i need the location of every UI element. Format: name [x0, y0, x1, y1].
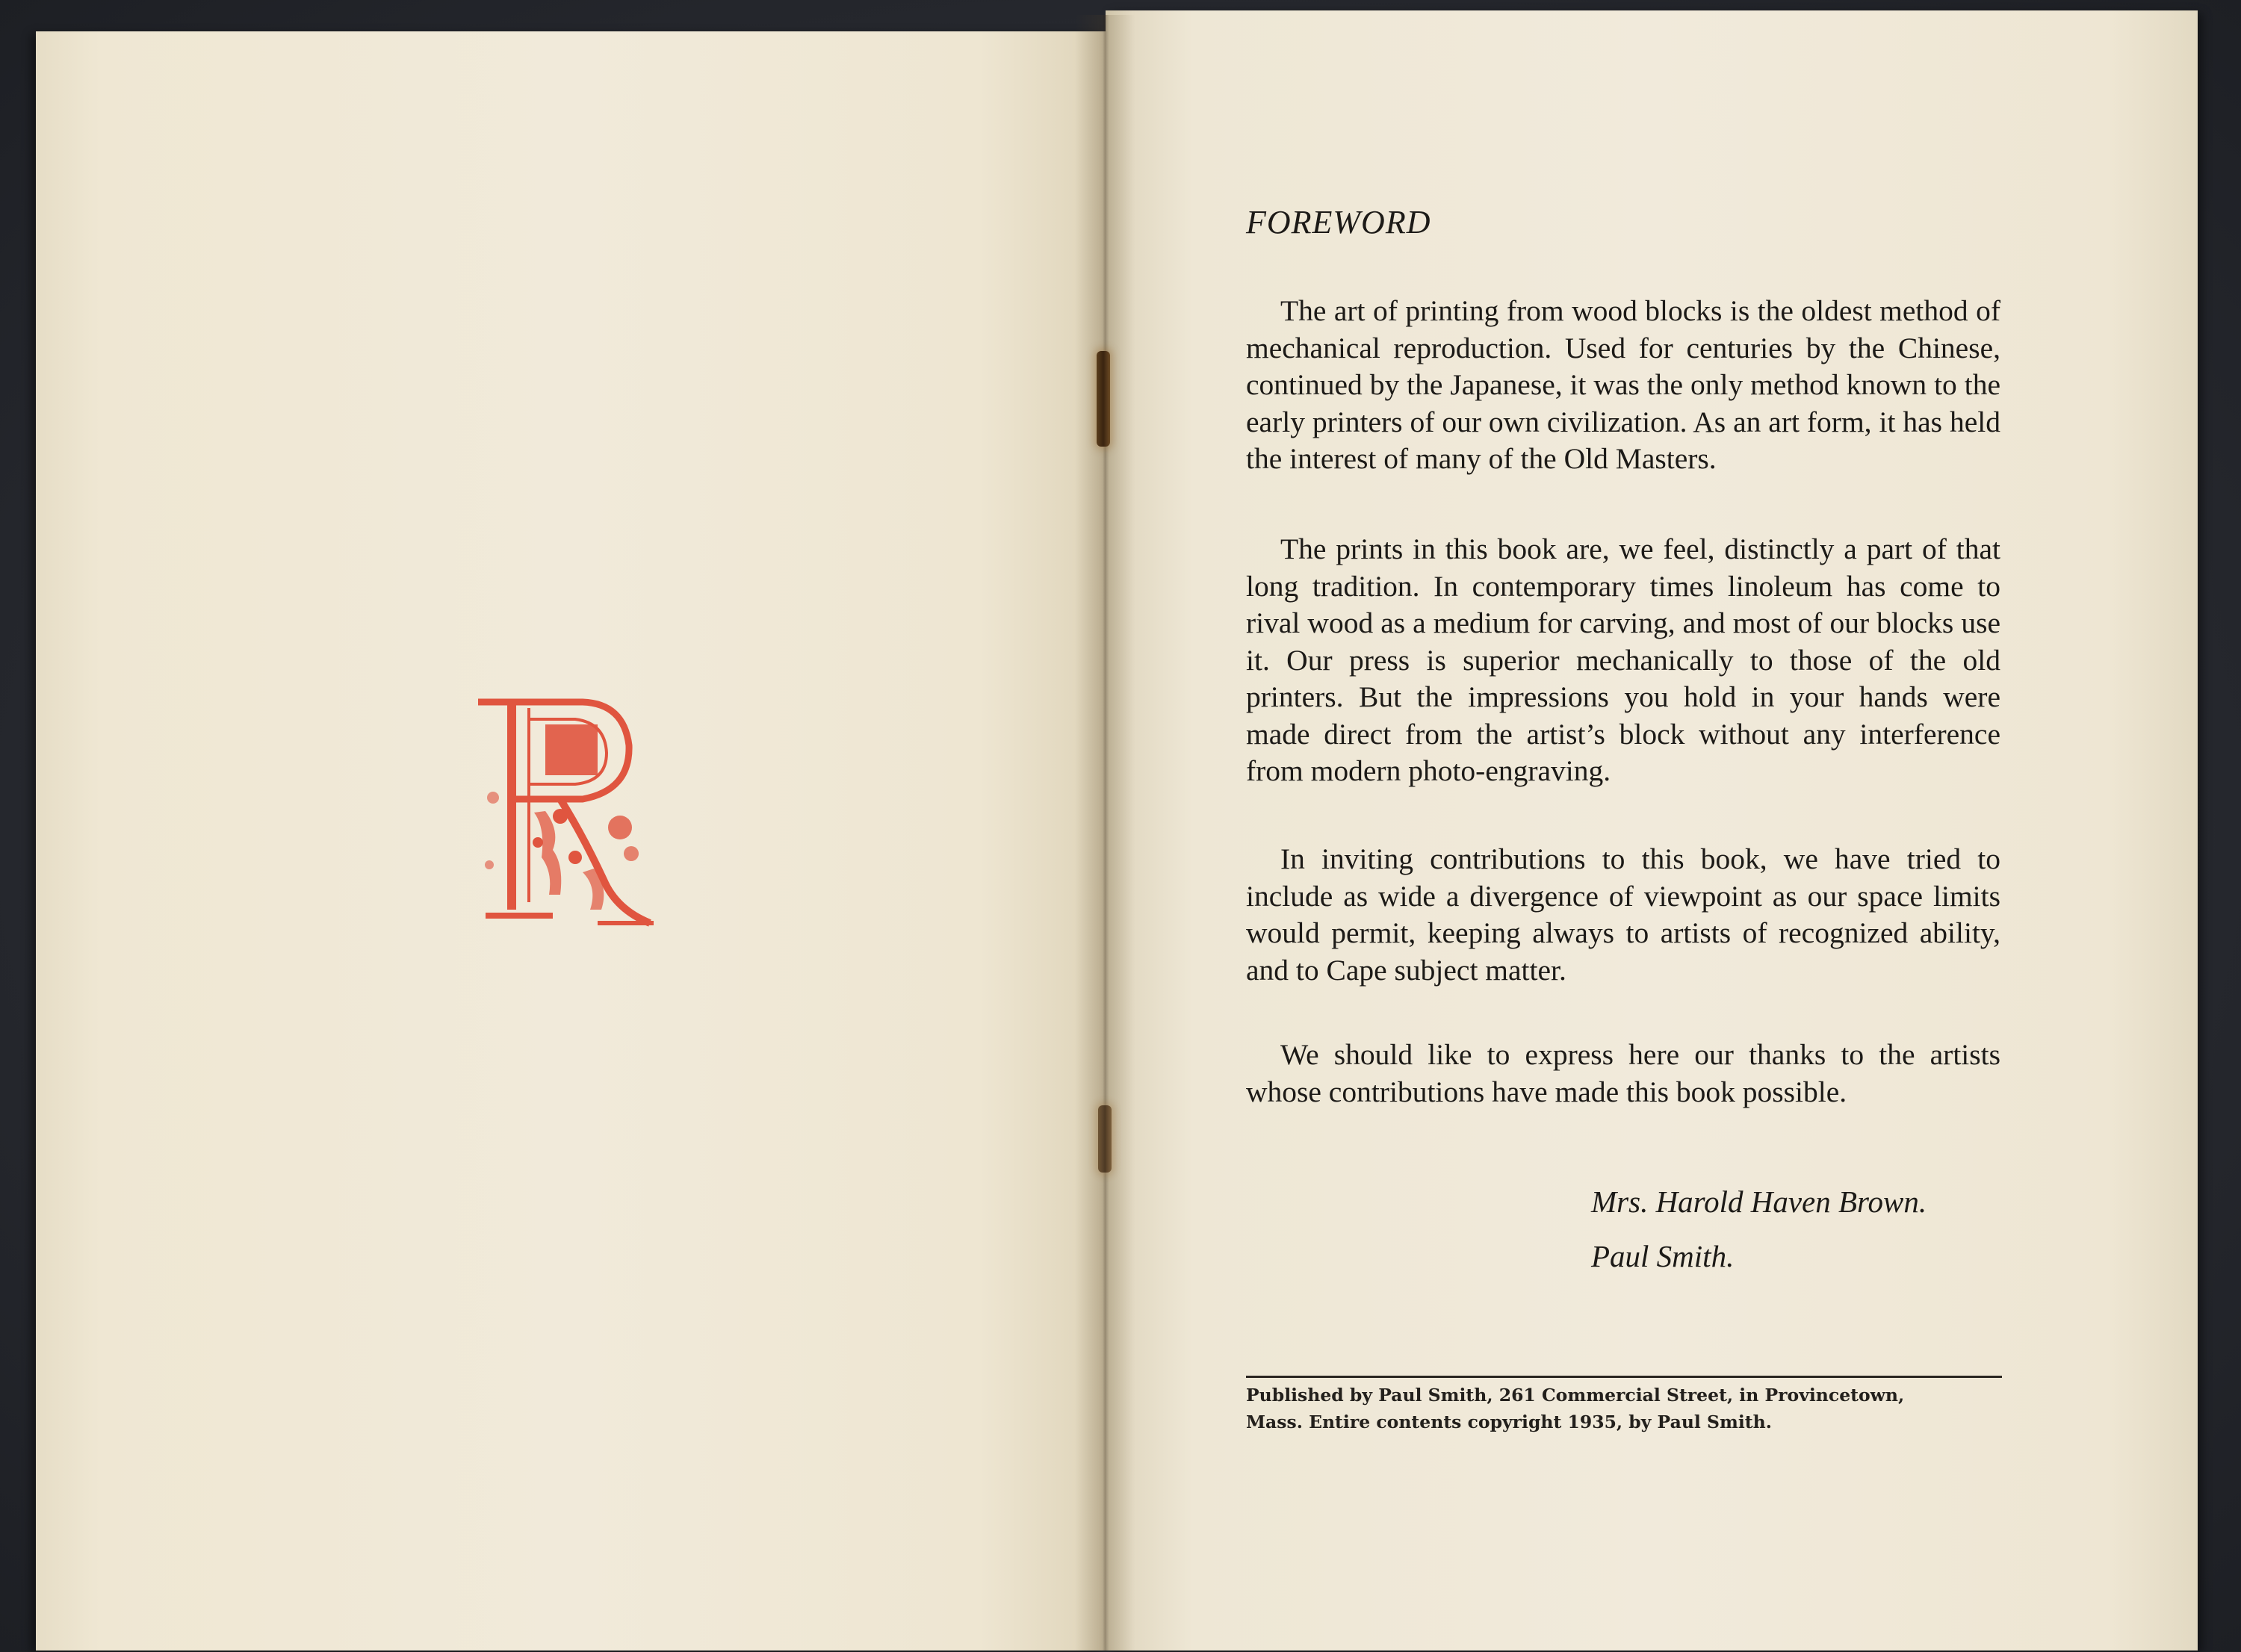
foreword-paragraph-2: The prints in this book are, we feel, distinctly a part of that long tradition. In contemporary times linoleum has come to rival wood as a medium for carving, and most of our blocks use it. Our press is superior mechanically to those of the old printers. But the impressions you hold in your hands were made direct from the artist’s block without any interference from modern photo-engraving.	[1246, 532, 2000, 787]
publisher-imprint	[1246, 1382, 2002, 1435]
staple-top	[1097, 351, 1110, 447]
ornamental-initial-r	[471, 686, 657, 932]
foreword-paragraph-1: The art of printing from wood blocks is the oldest method of mechanical reproduction. Used for centuries by the Chinese, continued by the Japanese, it was the only method known to the early printers of our own civilization. As an art form, it has held the interest of many of the Old Masters.	[1246, 294, 2000, 475]
page-title: FOREWORD	[1246, 204, 1431, 240]
imprint-line-1: Published by Paul Smith, 261 Commercial Street, in Provincetown,	[1246, 1385, 1905, 1406]
signature-2: Paul Smith.	[1591, 1239, 1735, 1273]
book-gutter	[1076, 15, 1135, 1651]
footer-divider	[1246, 1376, 2002, 1378]
imprint-line-2: Mass. Entire contents copyright 1935, by Paul Smith.	[1246, 1412, 1772, 1432]
staple-bottom	[1098, 1105, 1112, 1173]
foreword-paragraph-3: In inviting contributions to this book, we have tried to include as wide a divergence of viewpoint as our space limits would permit, keeping always to artists of recognized ability, and to Cape subject matter.	[1246, 842, 2000, 987]
signature-1: Mrs. Harold Haven Brown.	[1591, 1184, 1927, 1219]
foreword-paragraph-4: We should like to express here our thanks to the artists whose contributions have made this book possible.	[1246, 1038, 2000, 1108]
